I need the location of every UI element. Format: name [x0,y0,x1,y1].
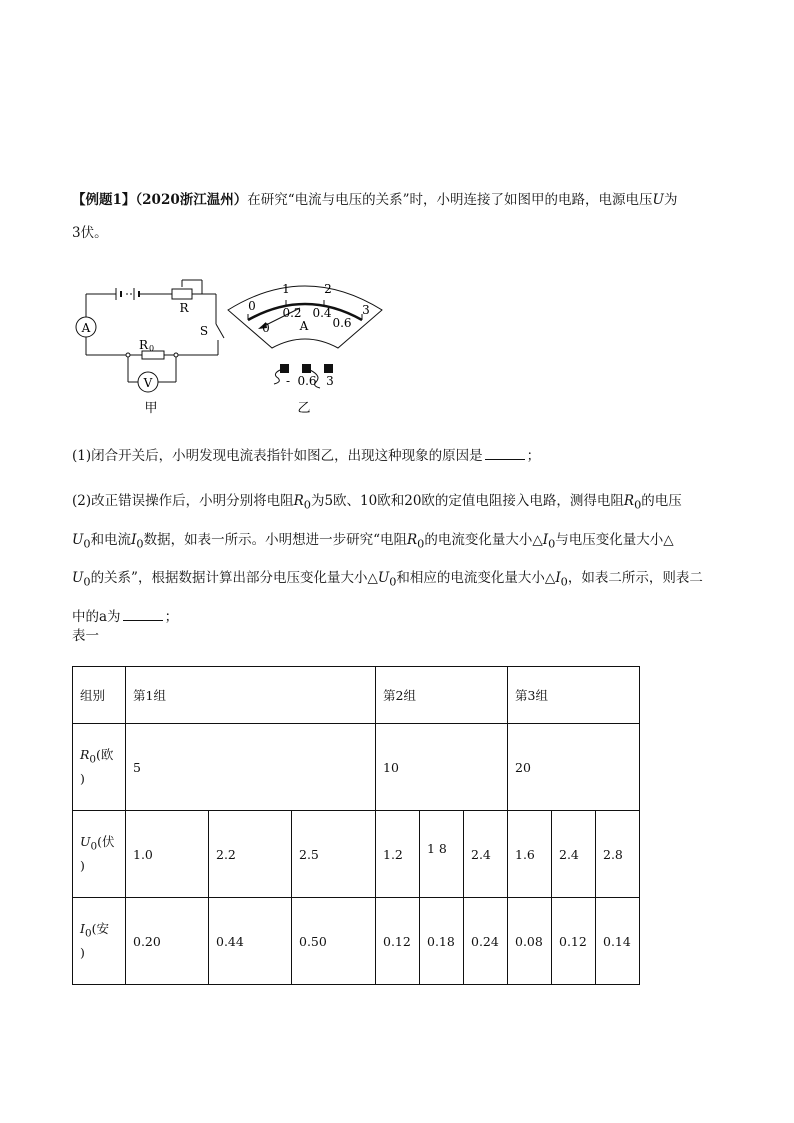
problem-intro-c: 3伏。 [72,225,108,241]
i0-symbol: I [80,920,85,936]
row-label-i0 [73,898,126,985]
u0-symbol: U [80,833,91,849]
q1-end: ； [526,448,541,464]
resistor-label: R [138,338,148,352]
u0-unit: (伏 [97,833,115,849]
rheostat-icon [172,289,192,299]
q2-u0b-sub: 0 [83,576,91,590]
q1-text: (1)闭合开关后，小明发现电流表指针如图乙，出现这种现象的原因是 [72,448,483,464]
q2-p8: 的关系”，根据数据计算出部分电压变化量大小△ [90,570,378,587]
circuit-diagram [70,272,245,422]
q2-r0b-sub: 0 [634,498,642,512]
q2-i0-sub: 0 [136,537,144,551]
i0-cell: 0.14 [596,898,640,985]
u0-cell-raised: 1 8 [427,840,447,856]
header-group-1: 第1组 [126,667,376,724]
scale-bottom-04: 0.4 [312,306,332,320]
meter-caption: 乙 [297,401,311,416]
q2-p2: 为5欧、10欧和20欧的定值电阻接入电路，测得电阻 [310,493,624,509]
header-group: 组别 [73,667,126,724]
resistor-sub: 0 [149,344,155,353]
u0-sub: 0 [90,840,98,853]
voltmeter-label: V [143,376,153,390]
scale-bottom-0: 0 [262,321,270,335]
i0-sub: 0 [84,927,92,940]
q2-p1: (2)改正错误操作后，小明分别将电阻 [72,493,294,509]
scale-top-1: 1 [282,282,290,296]
q2-i0c: I [555,570,561,587]
u0-cell: 2.8 [596,811,640,898]
u0-cell [420,811,464,898]
u0-cell: 2.4 [552,811,596,898]
i0-cell: 0.50 [292,898,376,985]
problem-intro: 在研究“电流与电压的关系”时，小明连接了如图甲的电路，电源电压 [247,192,653,208]
terminal-3: 3 [326,374,334,388]
r0-value-3: 20 [508,724,640,811]
u0-close: ) [80,858,85,874]
q2-end: ； [164,609,179,626]
q2-i0b: I [542,531,549,548]
row-label-u0 [73,811,126,898]
q2-r0b: R [623,493,635,509]
data-table [72,666,640,985]
r0-value-2: 10 [376,724,508,811]
q2-r0-sub: 0 [303,498,311,512]
q2-p10: ，如表二所示，则表二 [567,570,703,587]
terminal-3-icon [324,364,333,373]
rheostat-label: R [179,301,189,315]
q2-p4: 和电流 [90,531,132,548]
r0-close: ) [80,771,85,787]
q2-p5: 数据，如表一所示。小明想进一步研究“电阻 [143,531,407,548]
u0-cell: 1.0 [126,811,209,898]
q2-p11: 中的a为 [72,609,121,626]
r0-sub: 0 [89,753,97,766]
r0-unit: (欧 [96,746,114,762]
u0-cell: 1.6 [508,811,552,898]
q2-u0c: U [377,570,390,587]
i0-cell: 0.20 [126,898,209,985]
q2-p7: 与电压变化量大小△ [555,531,674,548]
terminal-neg-icon [280,364,289,373]
i0-cell: 0.24 [464,898,508,985]
scale-top-3: 3 [362,303,370,317]
u0-cell: 2.2 [209,811,292,898]
q2-i0: I [131,531,137,548]
r0-symbol: R [80,746,90,762]
meter-unit: A [299,319,309,333]
switch-label: S [199,324,209,338]
u0-cell: 1.2 [376,811,420,898]
q2-p9: 和相应的电流变化量大小△ [396,570,556,587]
header-group-2: 第2组 [376,667,508,724]
q2-u0c-sub: 0 [389,576,397,590]
r0-value-1: 5 [126,724,376,811]
table-row-r0 [73,724,640,811]
problem-intro-b: 为 [663,192,678,208]
scale-top-0: 0 [248,299,256,313]
i0-cell: 0.18 [420,898,464,985]
q2-i0c-sub: 0 [560,576,568,590]
problem-tag: 【例题1】 [72,192,136,208]
row-label-r0 [73,724,126,811]
ammeter-dial [220,270,390,420]
i0-unit: (安 [91,920,109,936]
q2-u0b: U [72,570,84,587]
terminal-06-icon [302,364,311,373]
table-title: 表一 [72,628,99,644]
var-u: U [652,192,664,208]
q2-i0b-sub: 0 [548,537,556,551]
i0-close: ) [80,945,85,961]
ammeter-label: A [81,321,91,335]
u0-cell: 2.5 [292,811,376,898]
u0-cell: 2.4 [464,811,508,898]
i0-cell: 0.12 [376,898,420,985]
question-1 [72,440,732,473]
q2-r0c-sub: 0 [417,537,425,551]
scale-top-2: 2 [324,282,332,296]
i0-cell: 0.12 [552,898,596,985]
q2-u0: U [72,531,84,548]
question-2 [72,484,732,634]
q1-answer-blank[interactable] [485,447,525,460]
terminal-neg: - [285,374,291,388]
i0-cell: 0.44 [209,898,292,985]
q2-r0c: R [406,531,418,548]
problem-statement [72,184,732,250]
scale-bottom-02: 0.2 [282,306,302,320]
table-row-i0 [73,898,640,985]
q2-p6: 的电流变化量大小△ [424,531,543,548]
table-header-row [73,667,640,724]
q2-u0-sub: 0 [83,537,91,551]
circuit-caption: 甲 [144,401,158,416]
q2-p3: 的电压 [641,493,682,509]
header-group-3: 第3组 [508,667,640,724]
terminal-06: 0.6 [297,374,317,388]
q2-r0: R [293,493,304,509]
problem-source: （2020浙江温州） [135,192,248,208]
i0-cell: 0.08 [508,898,552,985]
table-row-u0 [73,811,640,898]
scale-bottom-06: 0.6 [332,316,352,330]
